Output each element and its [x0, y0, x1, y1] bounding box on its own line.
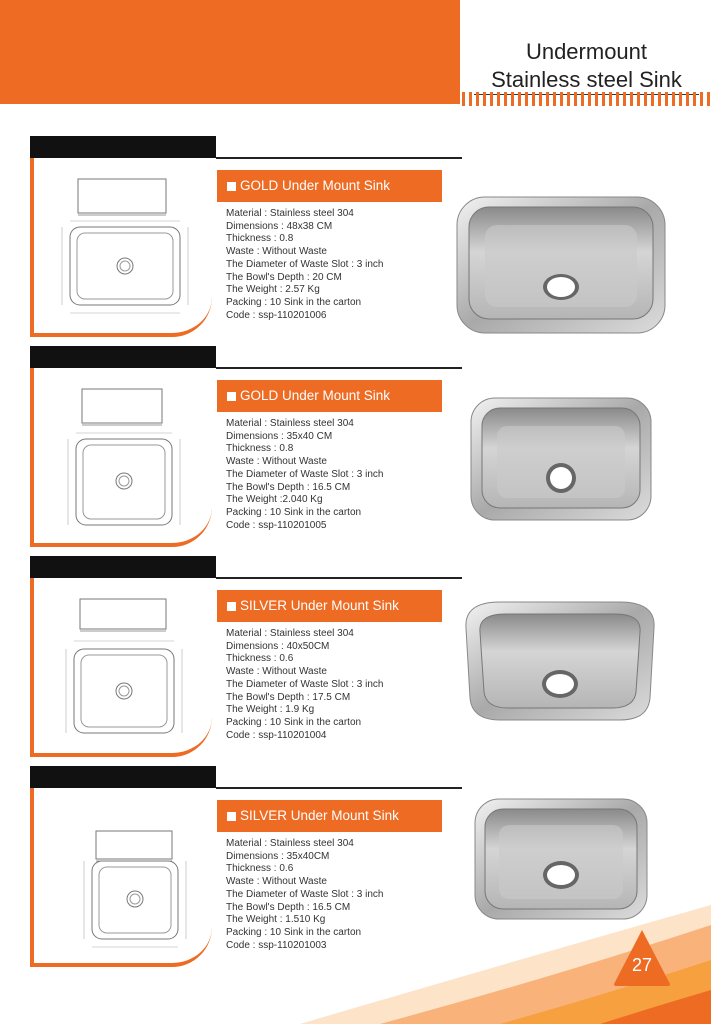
spec-material: Material : Stainless steel 304	[226, 838, 354, 849]
spec-thickness: Thickness : 0.8	[226, 443, 294, 455]
spec-dimensions: Dimensions : 35x40CM	[226, 850, 330, 862]
spec-thickness: Thickness : 0.6	[226, 863, 294, 875]
spec-material: Material : Stainless steel 304	[226, 418, 354, 429]
spec-waste: Waste : Without Waste	[226, 456, 327, 468]
header-orange-band	[0, 0, 460, 104]
spec-dimensions: Dimensions : 35x40 CM	[226, 430, 333, 442]
spec-dimensions: Dimensions : 48x38 CM	[226, 220, 333, 232]
section-black-bar	[30, 766, 216, 788]
section-black-bar	[30, 346, 216, 368]
page-number: 27	[631, 955, 653, 975]
spec-list	[226, 628, 456, 742]
square-bullet-icon	[227, 392, 236, 401]
spec-packing: Packing : 10 Sink in the carton	[226, 926, 362, 938]
technical-drawing-icon	[58, 171, 198, 321]
square-bullet-icon	[227, 602, 236, 611]
product-label-text: SILVER Under Mount Sink	[240, 808, 399, 823]
square-bullet-icon	[227, 182, 236, 191]
spec-material: Material : Stainless steel 304	[226, 628, 354, 639]
spec-waste-slot: The Diameter of Waste Slot : 3 inch	[226, 258, 384, 270]
spec-code: Code : ssp-110201003	[226, 939, 327, 951]
spec-waste: Waste : Without Waste	[226, 876, 327, 888]
spec-code: Code : ssp-110201004	[226, 729, 327, 741]
section-rule	[216, 157, 462, 159]
page-title	[474, 38, 699, 95]
spec-code: Code : ssp-110201005	[226, 519, 327, 531]
technical-drawing-icon	[58, 591, 198, 741]
spec-weight: The Weight :2.040 Kg	[226, 494, 323, 506]
spec-packing: Packing : 10 Sink in the carton	[226, 296, 362, 308]
spec-thickness: Thickness : 0.6	[226, 653, 294, 665]
spec-depth: The Bowl's Depth : 16.5 CM	[226, 481, 351, 493]
product-label	[217, 380, 442, 412]
spec-packing: Packing : 10 Sink in the carton	[226, 716, 362, 728]
sink-photo-3	[460, 598, 660, 724]
spec-code: Code : ssp-110201006	[226, 309, 327, 321]
product-label-text: SILVER Under Mount Sink	[240, 598, 399, 613]
spec-waste: Waste : Without Waste	[226, 666, 327, 678]
square-bullet-icon	[227, 812, 236, 821]
technical-drawing-icon	[58, 381, 198, 531]
section-rule	[216, 787, 462, 789]
decorative-tick-strip	[462, 92, 710, 106]
spec-weight: The Weight : 1.9 Kg	[226, 704, 315, 716]
spec-weight: The Weight : 2.57 Kg	[226, 284, 320, 296]
spec-dimensions: Dimensions : 40x50CM	[226, 640, 330, 652]
product-label	[217, 590, 442, 622]
spec-list	[226, 418, 456, 532]
section-rule	[216, 577, 462, 579]
spec-depth: The Bowl's Depth : 20 CM	[226, 271, 342, 283]
spec-weight: The Weight : 1.510 Kg	[226, 914, 326, 926]
spec-depth: The Bowl's Depth : 16.5 CM	[226, 901, 351, 913]
spec-depth: The Bowl's Depth : 17.5 CM	[226, 691, 351, 703]
sink-photo-1	[455, 195, 667, 335]
product-label	[217, 800, 442, 832]
product-label-text: GOLD Under Mount Sink	[240, 178, 391, 193]
section-black-bar	[30, 136, 216, 158]
spec-material: Material : Stainless steel 304	[226, 208, 354, 219]
spec-packing: Packing : 10 Sink in the carton	[226, 506, 362, 518]
spec-waste-slot: The Diameter of Waste Slot : 3 inch	[226, 678, 384, 690]
spec-waste-slot: The Diameter of Waste Slot : 3 inch	[226, 888, 384, 900]
section-rule	[216, 367, 462, 369]
spec-waste-slot: The Diameter of Waste Slot : 3 inch	[226, 468, 384, 480]
title-line-2: Stainless steel Sink	[474, 66, 699, 95]
technical-drawing-icon	[58, 801, 198, 951]
title-line-1: Undermount	[525, 39, 648, 64]
section-black-bar	[30, 556, 216, 578]
spec-list	[226, 208, 456, 322]
spec-waste: Waste : Without Waste	[226, 246, 327, 258]
product-label	[217, 170, 442, 202]
product-label-text: GOLD Under Mount Sink	[240, 388, 391, 403]
sink-photo-2	[469, 396, 653, 522]
spec-thickness: Thickness : 0.8	[226, 233, 294, 245]
sink-photo-4	[473, 797, 649, 921]
